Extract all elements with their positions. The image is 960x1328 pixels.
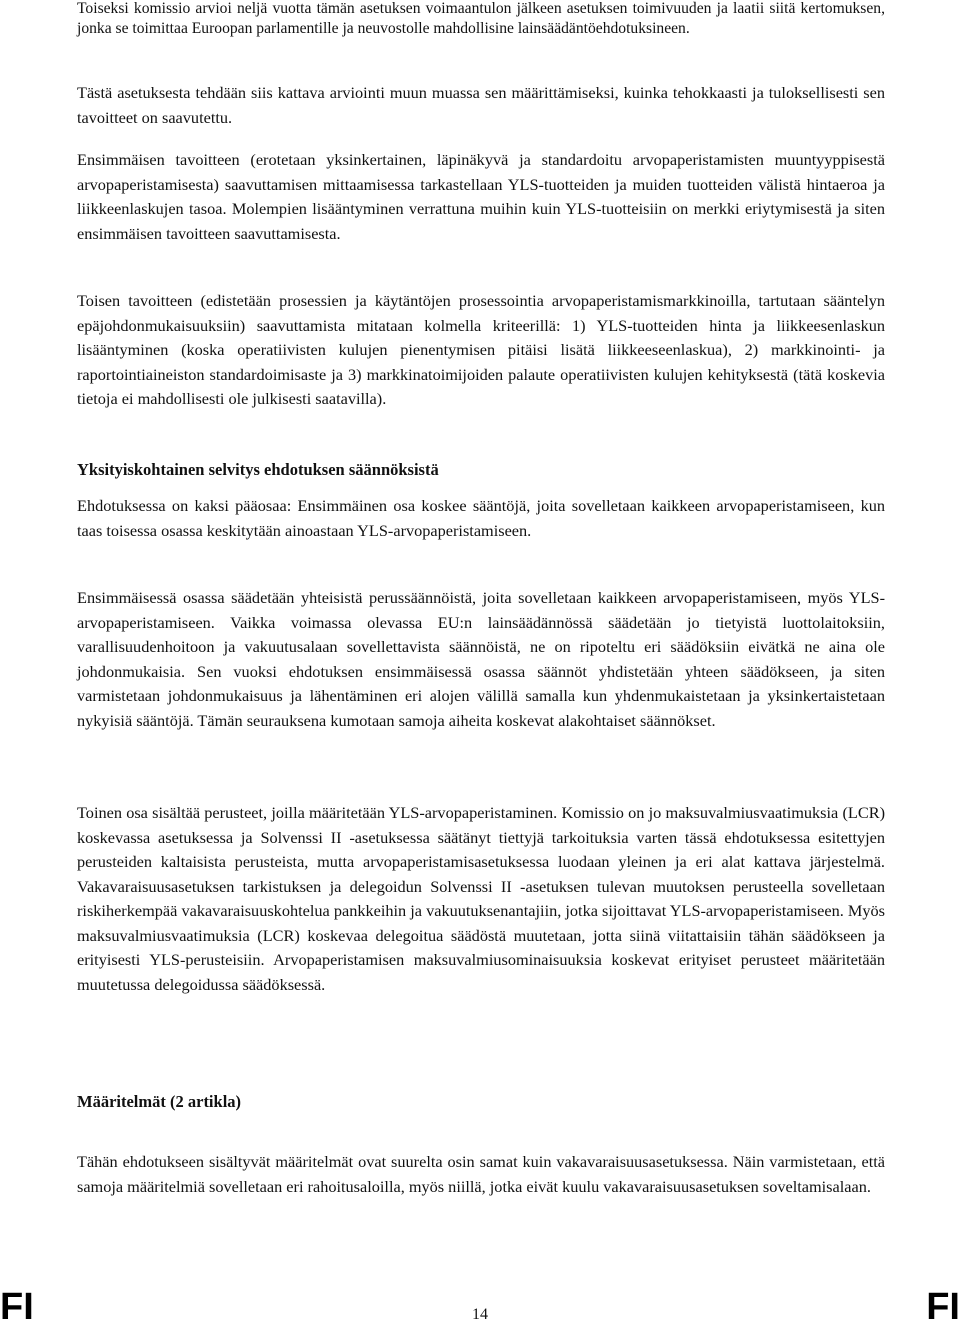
paragraph-first-objective: Ensimmäisen tavoitteen (erotetaan yksinkertainen, läpinäkyvä ja standardoitu arvopaperistamisten muuntyyppisestä arvopaperistamisesta) saavuttamisen mittaamisessa tarkastellaan YLS-tuotteiden ja muiden tuotteiden välistä hintaeroa ja liikkeenlaskujen tasoa. Molempien lisääntyminen verrattuna muihin kuin YLS-tuotteisiin on merkki eriytymisestä ja siten ensimmäisen tavoitteen saavuttamisesta. — [77, 150, 885, 243]
paragraph-evaluation-scope: Tästä asetuksesta tehdään siis kattava arviointi muun muassa sen määrittämiseksi, kuinka tehokkaasti ja tuloksellisesti sen tavoitteet on saavutettu. — [77, 83, 885, 127]
paragraph-second-objective: Toisen tavoitteen (edistetään prosessien ja käytäntöjen prosessointia arvopaperistamismarkkinoilla, tartutaan sääntelyn epäjohdonmukaisuuksiin) saavuttamista mitataan kolmella kriteerillä: 1) YLS-tuotteiden hinta ja liikkeesenlaskun lisääntyminen (koska operatiivisten kulujen pienentymisen pitäisi lisätä liikkeeseenlaskua), 2) markkinointi- ja raportointiaineiston standardoimisaste ja 3) markkinatoimijoiden palaute operatiivisten kulujen kehityksestä (tätä koskevia tietoja ei mahdollisesti ole julkisesti saatavilla). — [77, 291, 885, 408]
footer-language-code-right: FI — [926, 1286, 960, 1328]
paragraph-proposal-structure: Ehdotuksessa on kaksi pääosaa: Ensimmäinen osa koskee sääntöjä, joita sovelletaan kaikkeen arvopaperistamiseen, kun taas toisessa osassa keskitytään ainoastaan YLS-arvopaperistamiseen. — [77, 496, 885, 540]
section-heading-detailed-explanation: Yksityiskohtainen selvitys ehdotuksen säännöksistä — [77, 460, 439, 479]
page-number: 14 — [472, 1306, 488, 1323]
section-heading-definitions: Määritelmät (2 artikla) — [77, 1092, 242, 1111]
paragraph-evaluation-report: Toiseksi komissio arvioi neljä vuotta tämän asetuksen voimaantulon jälkeen asetuksen toimivuuden ja laatii siitä kertomuksen, jonka se toimittaa Euroopan parlamentille ja neuvostolle mahdollisine lainsäädäntöehdotuksineen. — [77, 0, 885, 37]
paragraph-second-part: Toinen osa sisältää perusteet, joilla määritetään YLS-arvopaperistaminen. Komissio on jo maksuvalmiusvaatimuksia (LCR) koskevassa asetuksessa ja Solvenssi II -asetuksessa säätänyt tiettyjä tarkoituksia varten tässä ehdotuksessa esitettyjen perusteiden kaltaisista perusteista, mutta arvopaperistamisasetuksessa luodaan yleinen ja eri alat kattava järjestelmä. Vakavaraisuusasetuksen tarkistuksen ja delegoidun Solvenssi II -asetuksen tulevan muutoksen perusteella sovelletaan riskiherkempää vakavaraisuuskohtelua pankkeihin ja vakuutuksenantajiin, jotka sijoittavat YLS-arvopaperistamiseen. Myös maksuvalmiusvaatimuksia (LCR) koskevaa delegoitua säädöstä muutetaan, jotta siinä viitattaisiin tähän säädökseen ja erityisesti YLS-perusteisiin. Arvopaperistamisen maksuvalmiusominaisuuksia koskevat erityiset perusteet määritetään muutetussa delegoidussa säädöksessä. — [77, 803, 885, 994]
paragraph-first-part: Ensimmäisessä osassa säädetään yhteisistä perussäännöistä, joita sovelletaan kaikkeen arvopaperistamiseen, myös YLS-arvopaperistamiseen. Vaikka voimassa olevassa EU:n lainsäädännössä säädetään jo tietyistä luottolaitoksiin, varallisuudenhoitoon ja vakuutusalaan sovellettavista säännöistä, ne on ripoteltu eri säädöksiin eivätkä ne aina ole johdonmukaisia. Sen vuoksi ehdotuksen ensimmäisessä osassa säännöt yhdistetään yhteen säädökseen, ja siten varmistetaan johdonmukaisuus ja lähentäminen eri alojen välillä samalla kun yhdenmukaistetaan ja yksinkertaistetaan nykyisiä sääntöjä. Tämän seurauksena kumotaan samoja aiheita koskevat alakohtaiset säännökset. — [77, 588, 885, 730]
footer-language-code-left: FI — [0, 1286, 34, 1328]
paragraph-definitions: Tähän ehdotukseen sisältyvät määritelmät ovat suurelta osin samat kuin vakavaraisuusasetuksessa. Näin varmistetaan, että samoja määritelmiä sovelletaan eri rahoitusaloilla, myös niillä, jotka eivät kuulu vakavaraisuusasetuksen soveltamisalaan. — [77, 1152, 885, 1196]
